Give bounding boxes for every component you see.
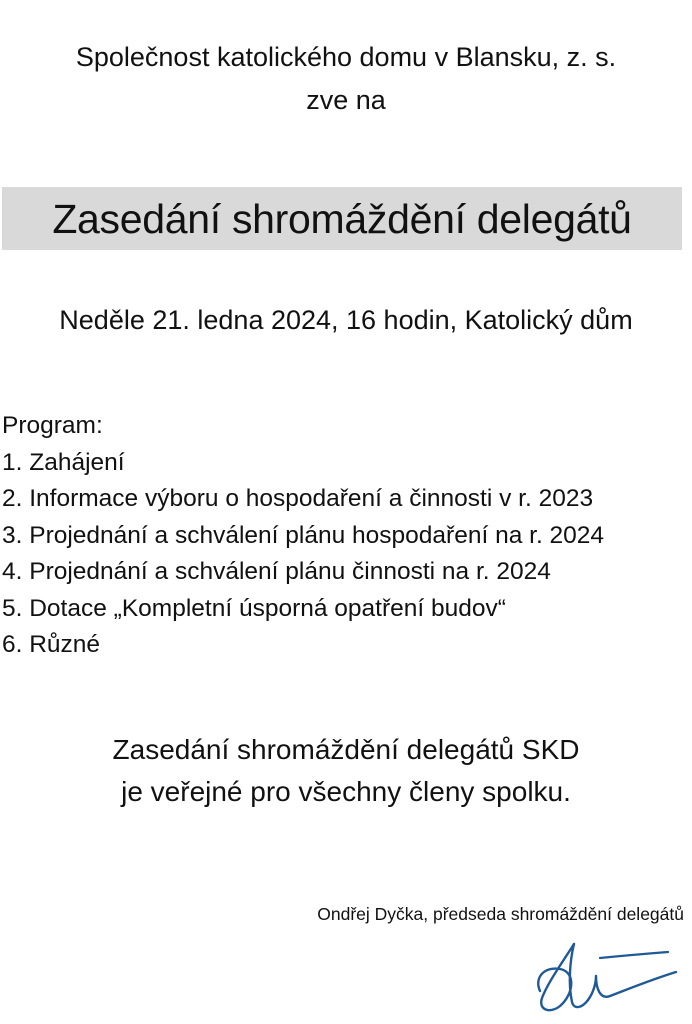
signature-stroke	[570, 944, 588, 1007]
program-item: 2. Informace výboru o hospodaření a činnosti v r. 2023	[2, 485, 594, 512]
program-item: 5. Dotace „Kompletní úsporná opatření budov“	[2, 594, 506, 622]
signature-stroke	[588, 972, 676, 1000]
meeting-title: Zasedání shromáždění delegátů	[52, 195, 632, 242]
title-banner	[2, 187, 682, 250]
program-heading: Program:	[2, 412, 103, 439]
notice-line: Zasedání shromáždění delegátů SKD	[112, 734, 580, 765]
notice-line: je veřejné pro všechny členy spolku.	[121, 776, 571, 807]
invitation-text: zve na	[306, 85, 386, 115]
event-date-place: Neděle 21. ledna 2024, 16 hodin, Katolický dům	[59, 305, 633, 335]
program-item: 1. Zahájení	[2, 448, 125, 476]
program-section	[2, 408, 690, 664]
signatory-name: Ondřej Dyčka, předseda shromáždění delegátů	[317, 904, 684, 924]
public-notice	[0, 729, 692, 813]
organization-name: Společnost katolického domu v Blansku, z. s.	[75, 42, 617, 72]
program-item: 3. Projednání a schválení plánu hospodaření na r. 2024	[2, 521, 605, 549]
signature-stroke	[538, 944, 574, 1010]
program-item: 4. Projednání a schválení plánu činnosti na r. 2024	[2, 558, 551, 585]
signature-stroke	[600, 952, 668, 958]
handwritten-signature	[530, 936, 682, 1014]
program-item: 6. Různé	[2, 631, 101, 658]
